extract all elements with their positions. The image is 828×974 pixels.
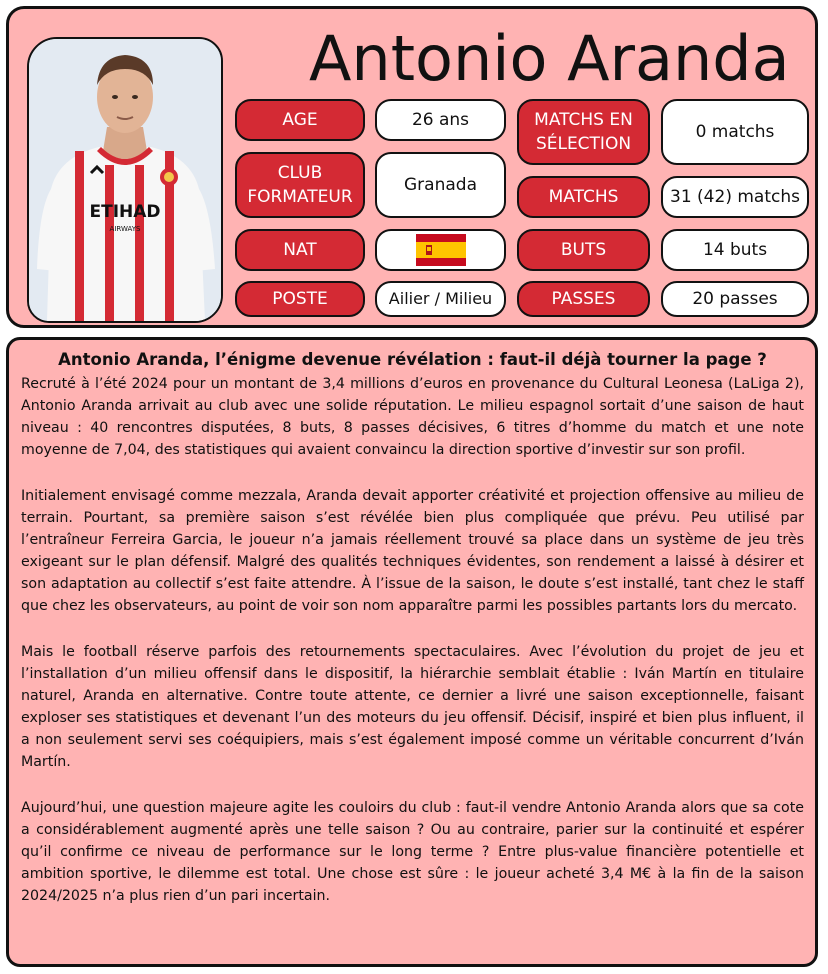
player-portrait-icon <box>29 39 221 321</box>
spain-flag-icon <box>416 234 466 266</box>
article-title: Antonio Aranda, l’énigme devenue révélation : faut-il déjà tourner la page ? <box>58 350 767 369</box>
label-passes: PASSES <box>517 281 650 317</box>
value-poste: Ailier / Milieu <box>375 281 506 317</box>
value-club: Granada <box>375 152 506 218</box>
value-selection: 0 matchs <box>661 99 809 165</box>
article-paragraph: Recruté à l’été 2024 pour un montant de 3,4 millions d’euros en provenance du Cultural Leonesa (LaLiga 2), Antonio Aranda arrivait au club avec une solide réputation. Le milieu espagnol sortait d’une saison de haut niveau : 40 rencontres disputées, 8 buts, 8 passes décisives, 6 titres d’homme du match et une note moyenne de 7,04, des statistiques qui avaient convaincu la direction sportive d’investir sur son profil. <box>21 376 804 458</box>
sponsor-subtext: AIRWAYS <box>109 225 141 233</box>
label-age: AGE <box>235 99 365 141</box>
article-paragraph: Mais le football réserve parfois des retournements spectaculaires. Avec l’évolution du projet de jeu et l’installation d’un milieu offensif dans le dispositif, la hiérarchie semblait établie : Iván Martín en titulaire naturel, Aranda en alternative. Contre toute attente, ce dernier a livré une saison exceptionnelle, faisant exploser ses statistiques et devenant l’un des moteurs du jeu offensif. Décisif, inspiré et bien plus influent, il a non seulement servi ses coéquipiers, mais s’est également imposé comme un véritable concurrent d’Iván Martín. <box>21 644 804 770</box>
value-passes: 20 passes <box>661 281 809 317</box>
label-poste: POSTE <box>235 281 365 317</box>
label-selection: MATCHS EN SÉLECTION <box>517 99 650 165</box>
label-nat: NAT <box>235 229 365 271</box>
player-card <box>6 6 818 328</box>
sponsor-text: ETIHAD <box>89 202 161 222</box>
article <box>6 337 818 967</box>
player-photo <box>27 37 223 323</box>
value-nat <box>375 229 506 271</box>
value-age: 26 ans <box>375 99 506 141</box>
label-club: CLUB FORMATEUR <box>235 152 365 218</box>
value-buts: 14 buts <box>661 229 809 271</box>
article-paragraph: Initialement envisagé comme mezzala, Aranda devait apporter créativité et projection offensive au milieu de terrain. Pourtant, sa première saison s’est révélée bien plus compliquée que prévu. Peu utilisé par l’entraîneur Ferreira Garcia, le joueur n’a jamais réellement trouvé sa place dans un système de jeu très exigeant sur le plan défensif. Malgré des qualités techniques évidentes, son rendement a laissé à désirer et son adaptation au collectif s’est faite attendre. À l’issue de la saison, le doute s’est installé, tant chez le staff que chez les observateurs, au point de voir son nom apparaître parmi les possibles partants lors du mercato. <box>21 488 804 614</box>
label-matchs: MATCHS <box>517 176 650 218</box>
player-name: Antonio Aranda <box>309 22 790 95</box>
value-matchs: 31 (42) matchs <box>661 176 809 218</box>
article-paragraph: Aujourd’hui, une question majeure agite les couloirs du club : faut-il vendre Antonio Aranda alors que sa cote a considérablement augmenté après une telle saison ? Ou au contraire, parier sur la continuité et espérer qu’il confirme ce niveau de performance sur le long terme ? Entre plus-value financière potentielle et ambition sportive, le dilemme est total. Une chose est sûre : le joueur acheté 3,4 M€ à la fin de la saison 2024/2025 n’a plus rien d’un pari incertain. <box>21 800 804 904</box>
label-buts: BUTS <box>517 229 650 271</box>
